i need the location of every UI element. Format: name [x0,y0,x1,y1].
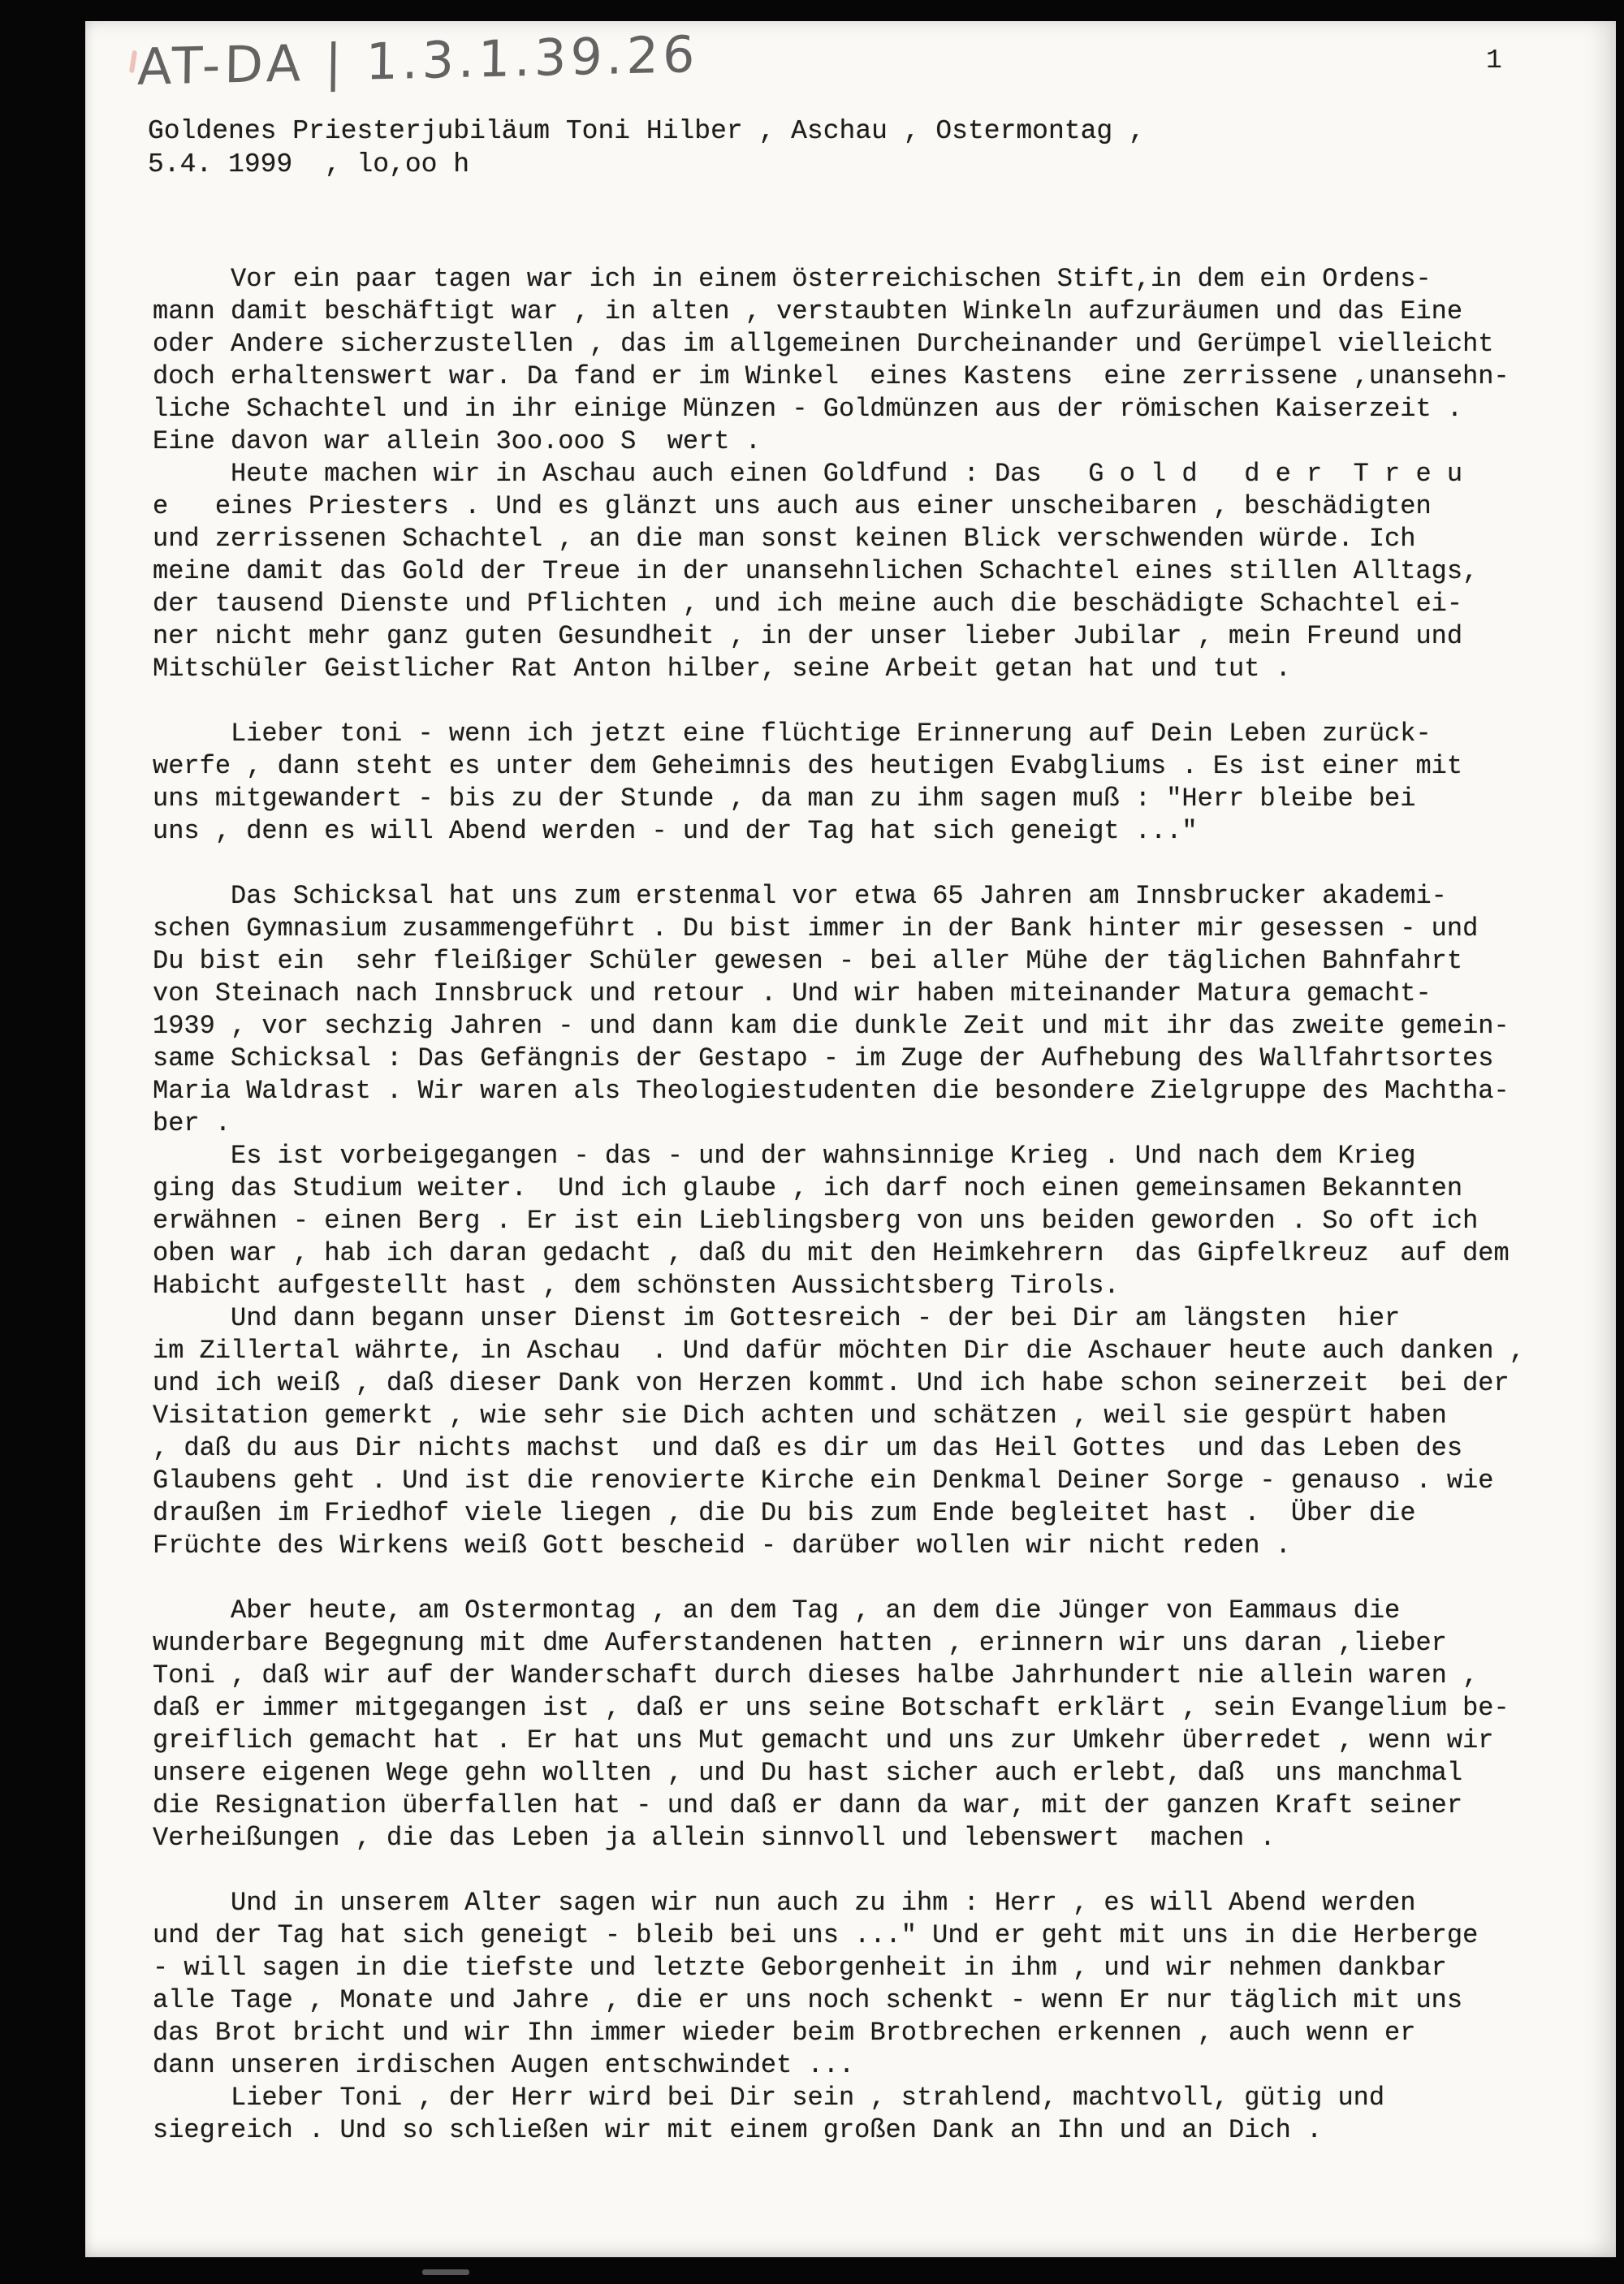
text-line: daß er immer mitgegangen ist , daß er uns seine Botschaft erklärt , sein Evangelium be- [153,1693,1510,1723]
text-line: Glaubens geht . Und ist die renovierte Kirche ein Denkmal Deiner Sorge - genauso . wie [153,1466,1494,1496]
text-line: werfe , dann steht es unter dem Geheimnis des heutigen Evabgliums . Es ist einer mit [153,751,1463,781]
text-line: alle Tage , Monate und Jahre , die er uns noch schenkt - wenn Er nur täglich mit uns [153,1985,1463,2015]
page-number: 1 [1486,45,1502,76]
text-line: 5.4. 1999 , lo,oo h [148,149,470,179]
text-line: unsere eigenen Wege gehn wollten , und Du hast sicher auch erlebt, daß uns manchmal [153,1758,1463,1788]
text-line: Aber heute, am Ostermontag , an dem Tag , an dem die Jünger von Eammaus die [153,1595,1401,1626]
text-line: uns mitgewandert - bis zu der Stunde , da man zu ihm sagen muß : "Herr bleibe bei [153,784,1416,814]
text-line: der tausend Dienste und Pflichten , und ich meine auch die beschädigte Schachtel ei- [153,589,1463,619]
text-line: dann unseren irdischen Augen entschwindet ... [153,2050,855,2080]
text-line: greiflich gemacht hat . Er hat uns Mut gemacht und uns zur Umkehr überredet , wenn wir [153,1725,1494,1755]
text-line: Vor ein paar tagen war ich in einem österreichischen Stift,in dem ein Ordens- [153,264,1432,294]
text-line: , daß du aus Dir nichts machst und daß es dir um das Heil Gottes und das Leben des [153,1433,1463,1463]
archive-reference-handwritten: AT-DA | 1.3.1.39.26 [136,24,699,97]
text-line: Visitation gemerkt , wie sehr sie Dich achten und schätzen , weil sie gespürt haben [153,1401,1447,1431]
pink-pen-mark [129,50,137,74]
text-line: und der Tag hat sich geneigt - bleib bei uns ..." Und er geht mit uns in die Herberge [153,1920,1479,1950]
text-line: ber . [153,1108,231,1138]
text-line: Und in unserem Alter sagen wir nun auch zu ihm : Herr , es will Abend werden [153,1888,1416,1918]
text-line: oder Andere sicherzustellen , das im allgemeinen Durcheinander und Gerümpel vielleicht [153,329,1494,359]
text-line [153,848,1525,880]
text-line: uns , denn es will Abend werden - und der Tag hat sich geneigt ..." [153,816,1198,846]
text-line: Früchte des Wirkens weiß Gott bescheid - darüber wollen wir nicht reden . [153,1531,1291,1561]
text-line: - will sagen in die tiefste und letzte Geborgenheit in ihm , und wir nehmen dankbar [153,1953,1447,1983]
text-line: Lieber toni - wenn ich jetzt eine flüchtige Erinnerung auf Dein Leben zurück- [153,719,1432,749]
text-line: im Zillertal währte, in Aschau . Und dafür möchten Dir die Aschauer heute auch danken , [153,1336,1525,1366]
text-line: Und dann begann unser Dienst im Gottesreich - der bei Dir am längsten hier [153,1303,1401,1333]
text-line: 1939 , vor sechzig Jahren - und dann kam die dunkle Zeit und mit ihr das zweite gemein- [153,1011,1510,1041]
text-line: same Schicksal : Das Gefängnis der Gestapo - im Zuge der Aufhebung des Wallfahrtsortes [153,1043,1494,1073]
text-line: erwähnen - einen Berg . Er ist ein Lieblingsberg von uns beiden geworden . So oft ich [153,1206,1479,1236]
text-line: und ich weiß , daß dieser Dank von Herzen kommt. Und ich habe schon seinerzeit bei der [153,1368,1510,1398]
text-line: Verheißungen , die das Leben ja allein sinnvoll und lebenswert machen . [153,1823,1276,1853]
text-line: und zerrissenen Schachtel , an die man sonst keinen Blick verschwenden würde. Ich [153,524,1416,554]
document-body [153,263,1525,2147]
text-line: Das Schicksal hat uns zum erstenmal vor etwa 65 Jahren am Innsbrucker akademi- [153,881,1447,911]
scan-artifact [422,2269,469,2275]
text-line: das Brot bricht und wir Ihn immer wieder beim Brotbrechen erkennen , auch wenn er [153,2018,1416,2048]
text-line: von Steinach nach Innsbruck und retour . Und wir haben miteinander Matura gemacht- [153,978,1432,1008]
text-line: Es ist vorbeigegangen - das - und der wahnsinnige Krieg . Und nach dem Krieg [153,1141,1416,1171]
scanned-page [85,21,1616,2257]
text-line: Du bist ein sehr fleißiger Schüler gewesen - bei aller Mühe der täglichen Bahnfahrt [153,946,1463,976]
text-line: Eine davon war allein 3oo.ooo S wert . [153,426,761,456]
text-line [153,1562,1525,1595]
text-line: Lieber Toni , der Herr wird bei Dir sein , strahlend, machtvoll, gütig und [153,2083,1385,2113]
text-line: die Resignation überfallen hat - und daß er dann da war, mit der ganzen Kraft seiner [153,1790,1463,1820]
text-line: schen Gymnasium zusammengeführt . Du bist immer in der Bank hinter mir gesessen - und [153,913,1479,943]
text-line: Goldenes Priesterjubiläum Toni Hilber , Aschau , Ostermontag , [148,116,1145,146]
text-line [153,685,1525,718]
text-line: Habicht aufgestellt hast , dem schönsten Aussichtsberg Tirols. [153,1271,1120,1301]
text-line: e eines Priesters . Und es glänzt uns auch aus einer unscheibaren , beschädigten [153,491,1432,521]
text-line [153,1854,1525,1887]
text-line: draußen im Friedhof viele liegen , die Du bis zum Ende begleitet hast . Über die [153,1498,1416,1528]
text-line: meine damit das Gold der Treue in der unansehnlichen Schachtel eines stillen Alltags, [153,556,1479,586]
text-line: siegreich . Und so schließen wir mit einem großen Dank an Ihn und an Dich . [153,2115,1323,2145]
text-line: wunderbare Begegnung mit dme Auferstandenen hatten , erinnern wir uns daran ,lieber [153,1628,1447,1658]
text-line: ner nicht mehr ganz guten Gesundheit , in der unser lieber Jubilar , mein Freund und [153,621,1463,651]
text-line: ging das Studium weiter. Und ich glaube , ich darf noch einen gemeinsamen Bekannten [153,1173,1463,1203]
text-line: Heute machen wir in Aschau auch einen Goldfund : Das G o l d d e r T r e u [153,459,1463,489]
text-line: Mitschüler Geistlicher Rat Anton hilber, seine Arbeit getan hat und tut . [153,654,1291,684]
text-line: liche Schachtel und in ihr einige Münzen - Goldmünzen aus der römischen Kaiserzeit . [153,394,1463,424]
document-header [148,114,1145,181]
text-line: Toni , daß wir auf der Wanderschaft durch dieses halbe Jahrhundert nie allein waren , [153,1660,1479,1690]
text-line: mann damit beschäftigt war , in alten , verstaubten Winkeln aufzuräumen und das Eine [153,296,1463,326]
text-line: oben war , hab ich daran gedacht , daß du mit den Heimkehrern das Gipfelkreuz auf dem [153,1238,1510,1268]
text-line: doch erhaltenswert war. Da fand er im Winkel eines Kastens eine zerrissene ,unansehn- [153,361,1510,391]
text-line: Maria Waldrast . Wir waren als Theologiestudenten die besondere Zielgruppe des Machtha- [153,1076,1510,1106]
